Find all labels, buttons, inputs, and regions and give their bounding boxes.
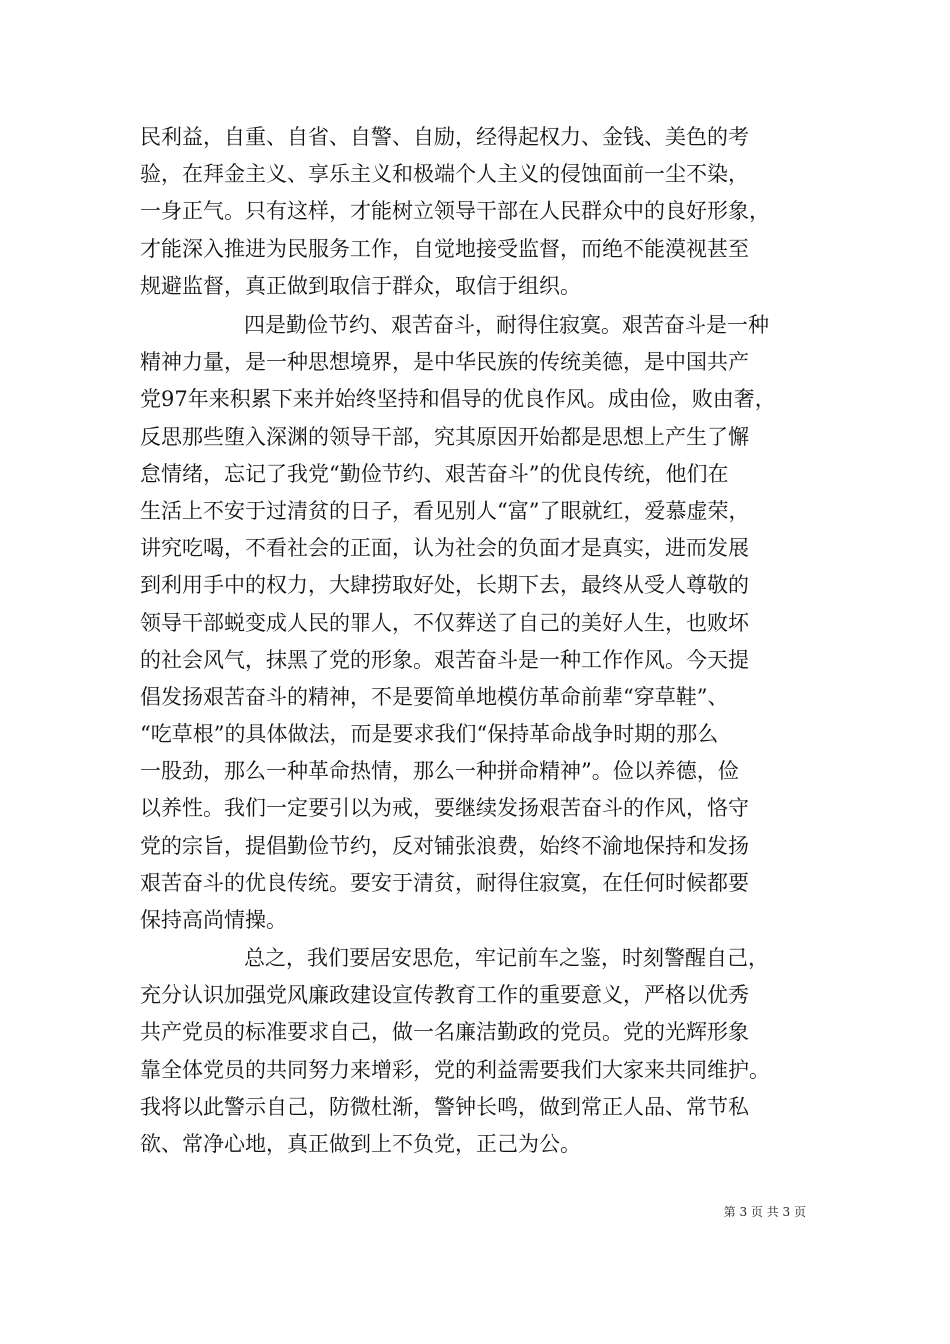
text-line: 欲、常净心地，真正做到上不负党，正己为公。 (140, 1131, 581, 1156)
text-line: 生活上不安于过清贫的日子，看见别人“富”了眼就红，爱慕虚荣， (140, 498, 750, 523)
text-line: 讲究吃喝，不看社会的正面，认为社会的负面才是真实，进而发展 (140, 536, 749, 561)
text-line: 怠情绪，忘记了我党“勤俭节约、艰苦奋斗”的优良传统，他们在 (140, 461, 729, 486)
text-line: 共产党员的标准要求自己，做一名廉洁勤政的党员。党的光辉形象 (140, 1020, 749, 1045)
text-line: 以养性。我们一定要引以为戒，要继续发扬艰苦奋斗的作风，恪守 (140, 796, 749, 821)
text-line: 我将以此警示自己，防微杜渐，警钟长鸣，做到常正人品、常节私 (140, 1094, 749, 1119)
text-line: 靠全体党员的共同努力来增彩，党的利益需要我们大家来共同维护。 (140, 1057, 770, 1082)
text-line: 总之，我们要居安思危，牢记前车之鉴，时刻警醒自己， (244, 946, 769, 970)
text-line: 规避监督，真正做到取信于群众，取信于组织。 (140, 273, 581, 298)
text-line: 的社会风气，抹黑了党的形象。艰苦奋斗是一种工作作风。今天提 (140, 647, 749, 672)
text-line: 充分认识加强党风廉政建设宣传教育工作的重要意义，严格以优秀 (140, 983, 749, 1008)
text-line: 党97年来积累下来并始终坚持和倡导的优良作风。成由俭，败由奢， (140, 387, 776, 412)
text-line: 反思那些堕入深渊的领导干部，究其原因开始都是思想上产生了懈 (140, 424, 749, 449)
text-line: “吃草根”的具体做法，而是要求我们“保持革命战争时期的那么 (140, 722, 719, 747)
text-line: 党的宗旨，提倡勤俭节约，反对铺张浪费，始终不渝地保持和发扬 (140, 833, 749, 858)
text-line: 保持高尚情操。 (140, 908, 287, 932)
text-line: 验，在拜金主义、享乐主义和极端个人主义的侵蚀面前一尘不染， (140, 162, 749, 187)
text-line: 精神力量，是一种思想境界，是中华民族的传统美德，是中国共产 (140, 350, 749, 375)
page-number-footer: 第 3 页 共 3 页 (723, 1205, 806, 1219)
paragraph-point-four (140, 307, 820, 939)
text-line: 艰苦奋斗的优良传统。要安于清贫，耐得住寂寞，在任何时候都要 (140, 870, 749, 895)
text-line: 民利益，自重、自省、自警、自励，经得起权力、金钱、美色的考 (140, 125, 749, 149)
text-line: 一股劲，那么一种革命热情，那么一种拼命精神”。俭以养德，俭 (140, 759, 739, 784)
text-line: 一身正气。只有这样，才能树立领导干部在人民群众中的良好形象， (140, 199, 770, 224)
text-line: 四是勤俭节约、艰苦奋斗，耐得住寂寞。艰苦奋斗是一种 (244, 313, 769, 337)
paragraph-conclusion (140, 940, 820, 1163)
text-line: 倡发扬艰苦奋斗的精神，不是要简单地模仿革命前辈“穿草鞋”、 (140, 684, 729, 709)
text-line: 到利用手中的权力，大肆捞取好处，长期下去，最终从受人尊敬的 (140, 573, 749, 598)
text-line: 领导干部蜕变成人民的罪人，不仅葬送了自己的美好人生，也败坏 (140, 610, 749, 635)
text-line: 才能深入推进为民服务工作，自觉地接受监督，而绝不能漠视甚至 (140, 236, 749, 261)
paragraph-continuation (140, 119, 820, 305)
